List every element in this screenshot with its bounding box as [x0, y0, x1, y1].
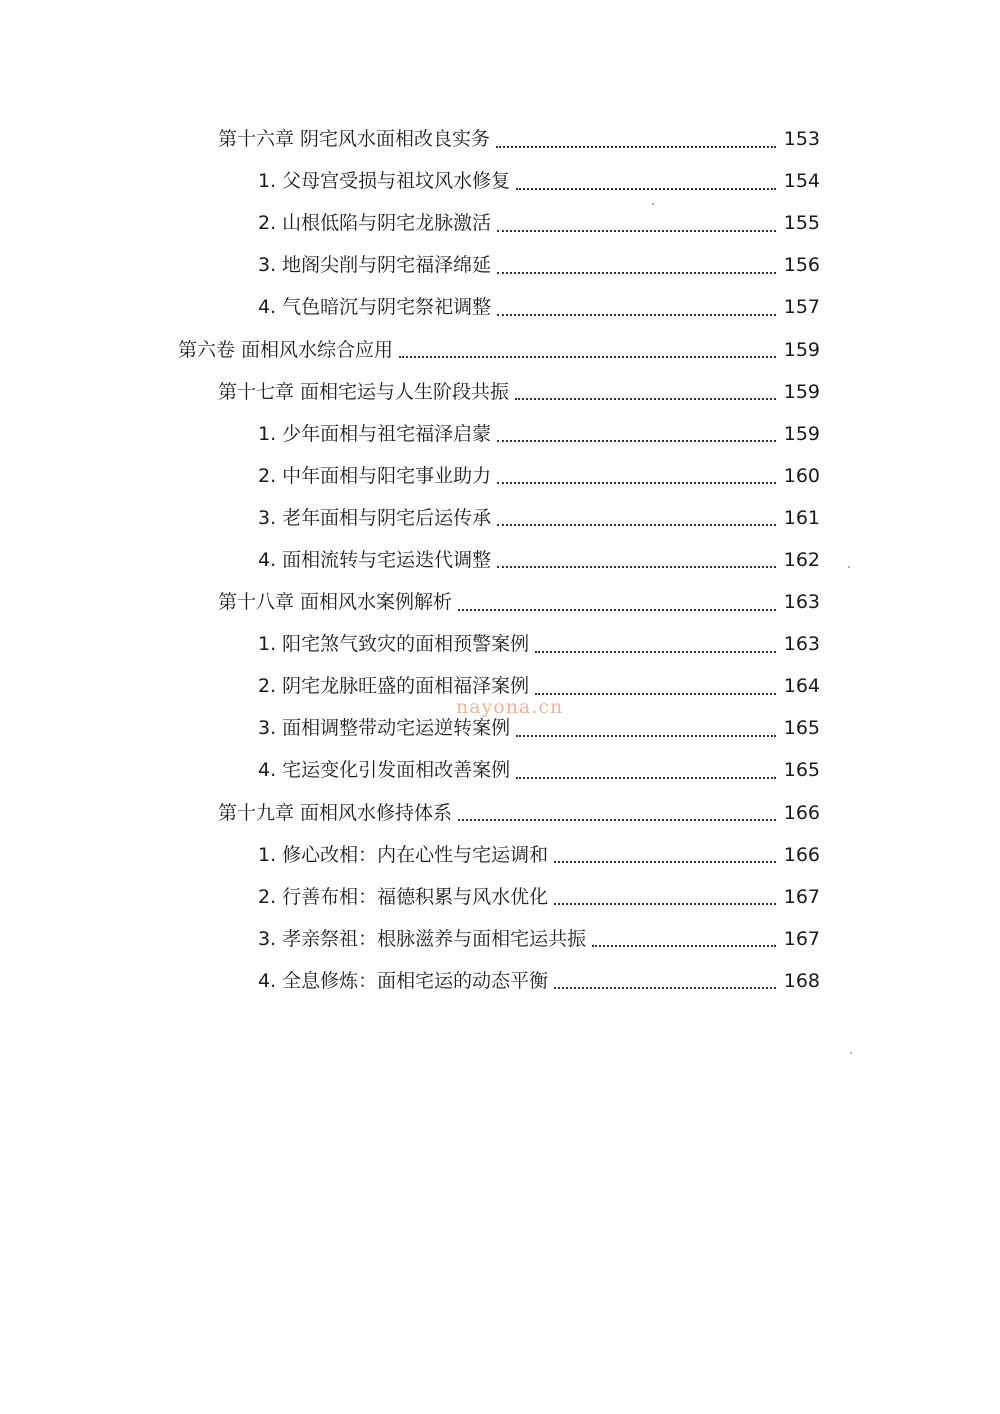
toc-entry-page: 155 — [783, 212, 820, 235]
toc-leader-dots — [497, 523, 776, 526]
toc-leader-dots — [592, 944, 776, 947]
toc-entry-page: 156 — [783, 254, 820, 277]
toc-entry-page: 161 — [783, 506, 820, 529]
toc-leader-dots — [497, 439, 776, 442]
toc-entry[interactable] — [0, 918, 1000, 960]
scan-speck — [848, 566, 850, 568]
toc-entry[interactable] — [0, 497, 1000, 539]
toc-entry-title: 2. 阴宅龙脉旺盛的面相福泽案例 — [258, 675, 530, 698]
toc-entry-title: 第十九章 面相风水修持体系 — [218, 801, 453, 824]
scan-speck — [850, 1052, 852, 1054]
toc-entry[interactable] — [0, 749, 1000, 791]
toc-entry[interactable] — [0, 876, 1000, 918]
toc-entry-title: 3. 老年面相与阴宅后运传承 — [258, 506, 492, 529]
toc-entry-title: 3. 面相调整带动宅运逆转案例 — [258, 717, 511, 740]
toc-entry[interactable] — [0, 202, 1000, 244]
toc-leader-dots — [497, 481, 776, 484]
toc-leader-dots — [516, 776, 776, 779]
toc-entry-title: 第十六章 阴宅风水面相改良实务 — [218, 128, 491, 151]
toc-entry[interactable] — [0, 371, 1000, 413]
toc-entry-page: 159 — [783, 380, 820, 403]
toc-entry[interactable] — [0, 960, 1000, 1002]
toc-entry[interactable] — [0, 118, 1000, 160]
toc-entry-title: 第十七章 面相宅运与人生阶段共振 — [218, 380, 510, 403]
toc-entry-page: 165 — [783, 759, 820, 782]
toc-entry-title: 2. 中年面相与阳宅事业助力 — [258, 464, 492, 487]
toc-leader-dots — [554, 860, 776, 863]
toc-entry[interactable] — [0, 539, 1000, 581]
toc-entry[interactable] — [0, 244, 1000, 286]
toc-leader-dots — [535, 692, 776, 695]
toc-entry-title: 第十八章 面相风水案例解析 — [218, 591, 453, 614]
toc-entry[interactable] — [0, 286, 1000, 328]
toc-entry-title: 1. 少年面相与祖宅福泽启蒙 — [258, 422, 492, 445]
toc-entry-title: 1. 修心改相：内在心性与宅运调和 — [258, 843, 549, 866]
toc-entry[interactable] — [0, 328, 1000, 370]
toc-entry-title: 第六卷 面相风水综合应用 — [178, 338, 394, 361]
toc-entry-page: 167 — [783, 927, 820, 950]
toc-entry-page: 165 — [783, 717, 820, 740]
toc-entry-page: 164 — [783, 675, 820, 698]
toc-entry-page: 154 — [783, 170, 820, 193]
toc-leader-dots — [497, 271, 776, 274]
toc-leader-dots — [535, 650, 776, 653]
toc-entry-page: 163 — [783, 633, 820, 656]
toc-leader-dots — [516, 734, 776, 737]
toc-entry-page: 159 — [783, 422, 820, 445]
table-of-contents — [0, 118, 1000, 1002]
toc-entry-title: 2. 山根低陷与阴宅龙脉激活 — [258, 212, 492, 235]
toc-entry[interactable] — [0, 834, 1000, 876]
toc-entry-title: 4. 宅运变化引发面相改善案例 — [258, 759, 511, 782]
toc-entry-page: 168 — [783, 969, 820, 992]
toc-entry-title: 2. 行善布相：福德积累与风水优化 — [258, 885, 549, 908]
toc-entry-title: 1. 父母宫受损与祖坟风水修复 — [258, 170, 511, 193]
toc-leader-dots — [497, 313, 776, 316]
toc-leader-dots — [497, 565, 776, 568]
toc-leader-dots — [516, 187, 776, 190]
site-watermark: nayona.cn — [456, 696, 564, 718]
toc-entry[interactable] — [0, 623, 1000, 665]
toc-entry-title: 4. 全息修炼：面相宅运的动态平衡 — [258, 969, 549, 992]
toc-leader-dots — [554, 986, 776, 989]
toc-entry[interactable] — [0, 581, 1000, 623]
toc-entry-title: 3. 孝亲祭祖：根脉滋养与面相宅运共振 — [258, 927, 587, 950]
toc-entry[interactable] — [0, 413, 1000, 455]
toc-entry-page: 163 — [783, 591, 820, 614]
toc-entry-page: 167 — [783, 885, 820, 908]
toc-entry-page: 166 — [783, 843, 820, 866]
toc-entry[interactable] — [0, 792, 1000, 834]
toc-entry-page: 157 — [783, 296, 820, 319]
toc-entry-title: 3. 地阁尖削与阴宅福泽绵延 — [258, 254, 492, 277]
toc-entry-title: 4. 气色暗沉与阴宅祭祀调整 — [258, 296, 492, 319]
toc-entry[interactable] — [0, 160, 1000, 202]
toc-entry-page: 153 — [783, 128, 820, 151]
toc-leader-dots — [458, 818, 776, 821]
toc-leader-dots — [515, 397, 776, 400]
toc-leader-dots — [399, 355, 776, 358]
toc-entry[interactable] — [0, 455, 1000, 497]
toc-entry-page: 166 — [783, 801, 820, 824]
toc-leader-dots — [497, 229, 776, 232]
toc-entry-title: 1. 阳宅煞气致灾的面相预警案例 — [258, 633, 530, 656]
toc-entry-page: 160 — [783, 464, 820, 487]
toc-leader-dots — [496, 145, 776, 148]
toc-entry-page: 162 — [783, 548, 820, 571]
toc-entry-page: 159 — [783, 338, 820, 361]
scan-speck — [652, 203, 654, 205]
toc-leader-dots — [458, 608, 776, 611]
toc-entry-title: 4. 面相流转与宅运迭代调整 — [258, 548, 492, 571]
toc-leader-dots — [554, 902, 776, 905]
